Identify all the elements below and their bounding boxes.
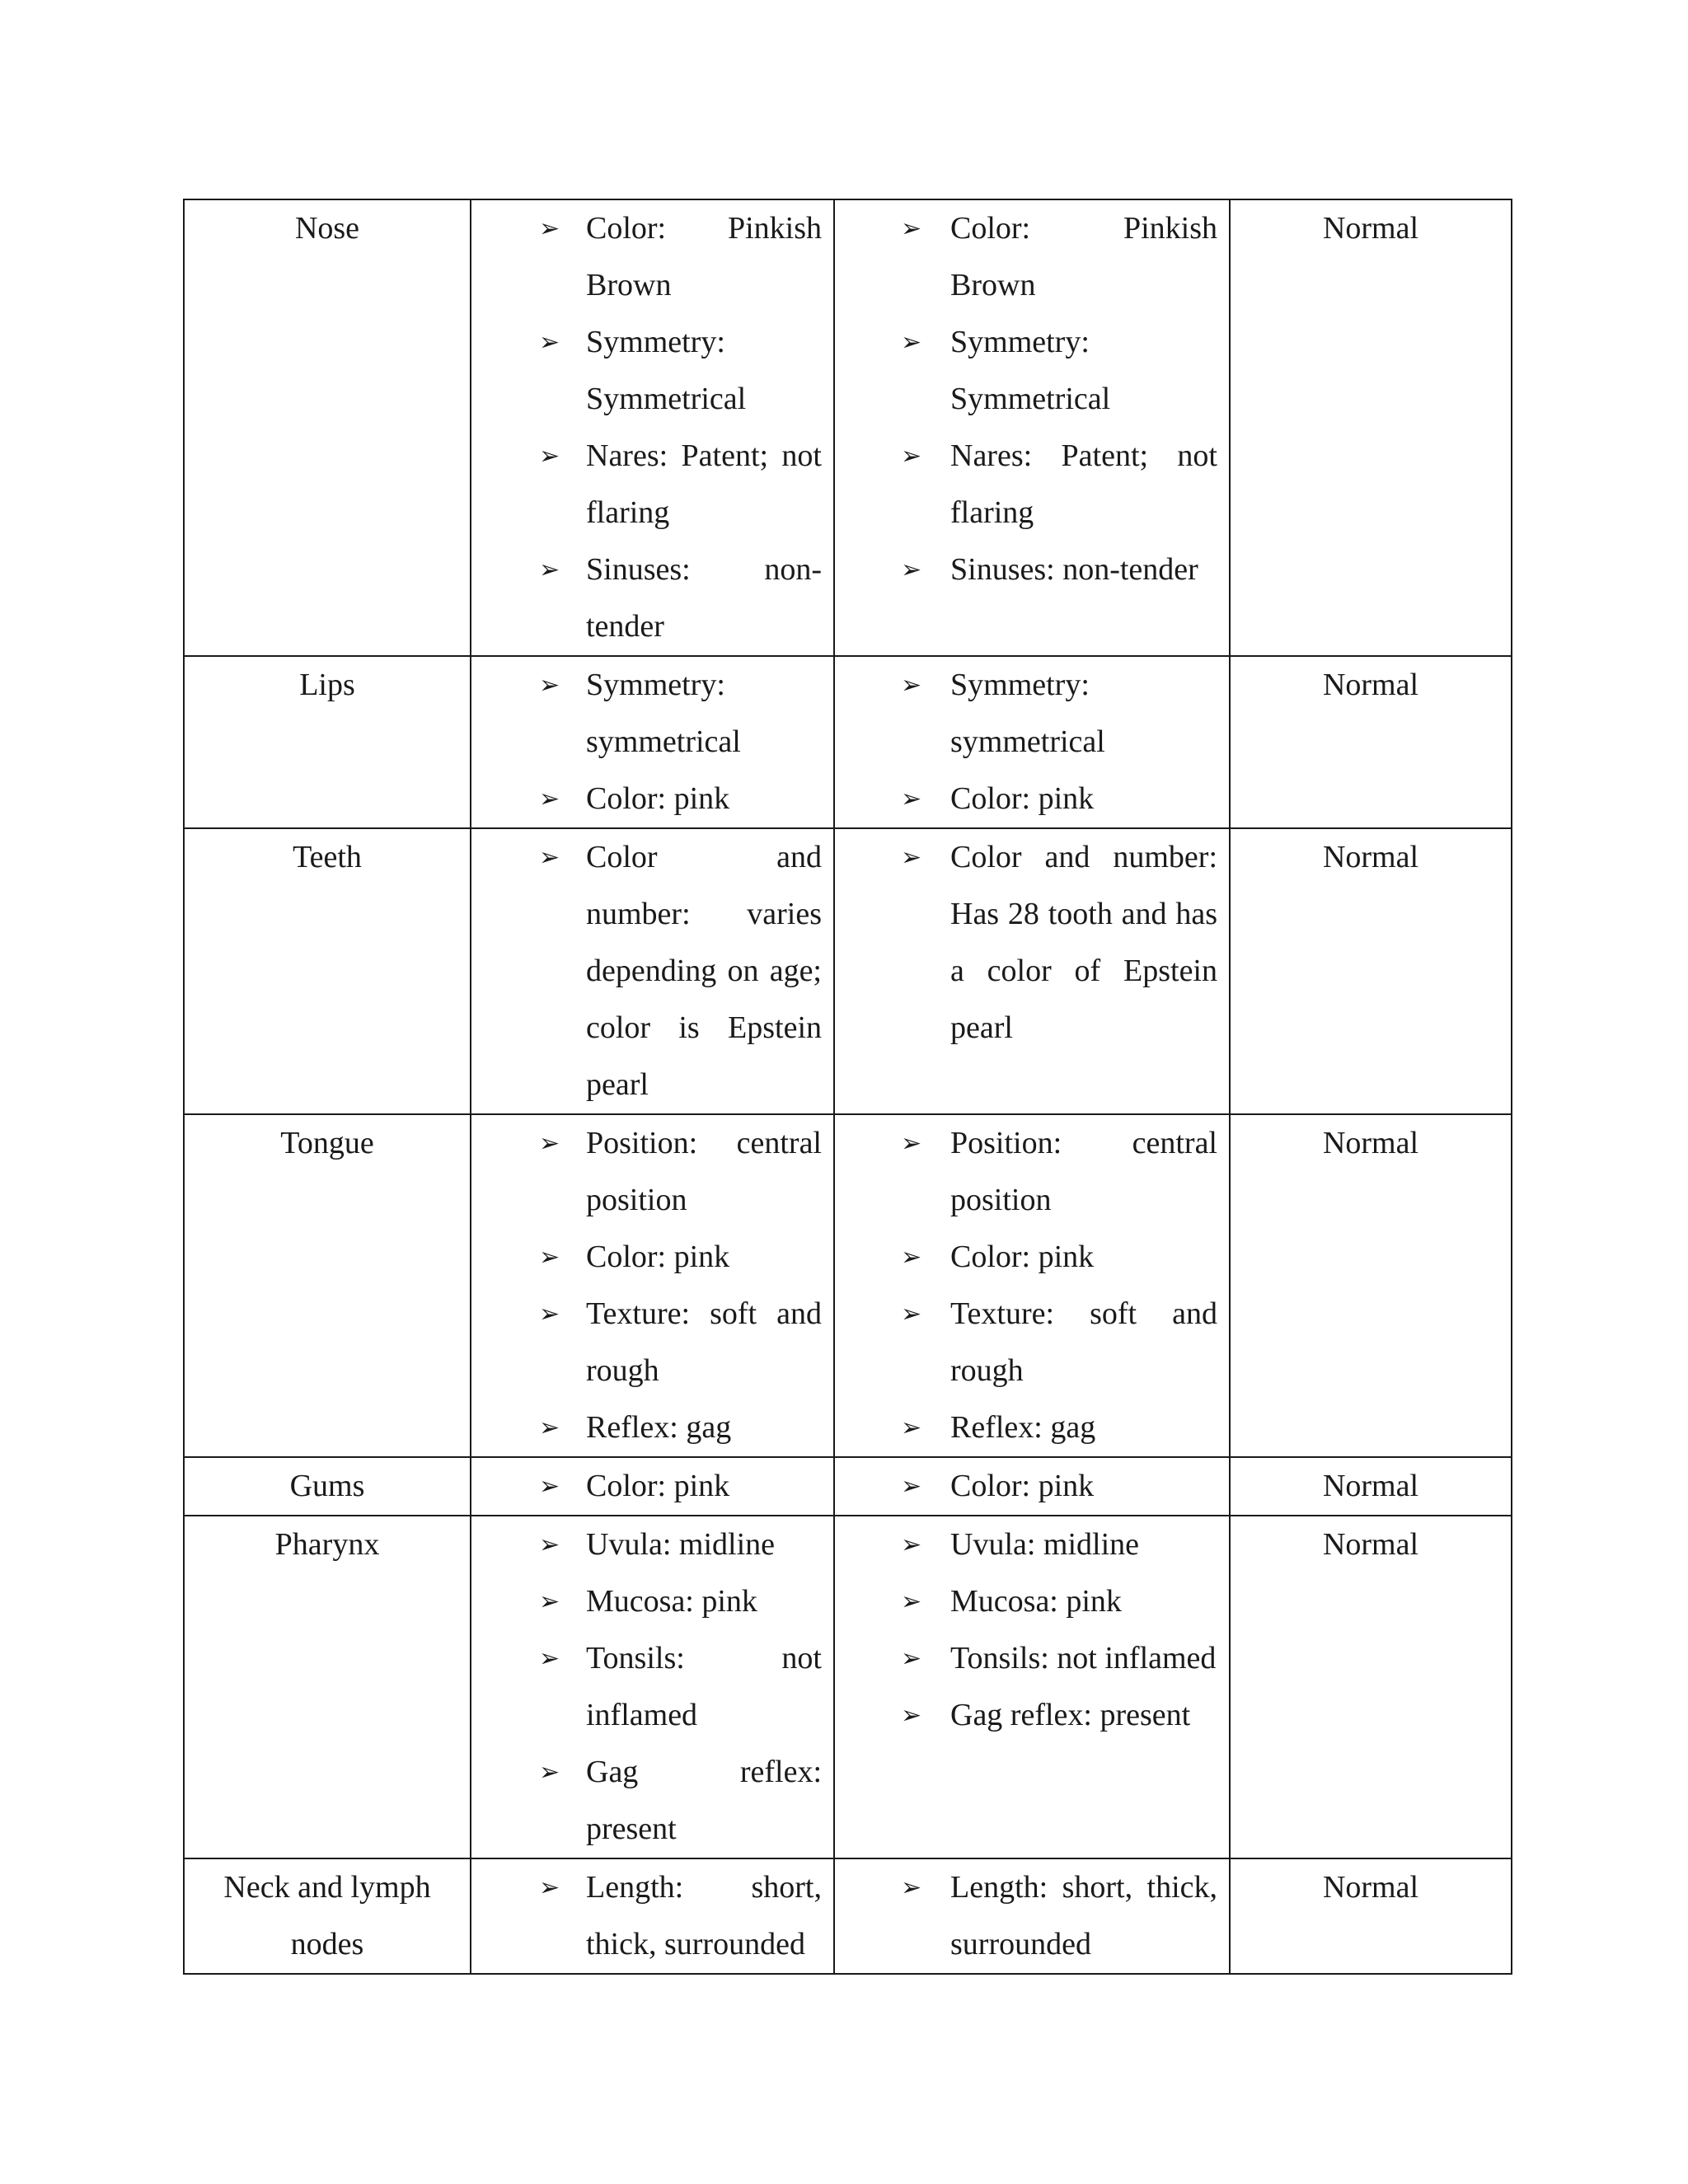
body-part-label: Tongue xyxy=(280,1126,374,1160)
interpretation-cell xyxy=(1230,656,1512,828)
list-item: ➢ Symmetry: symmetrical xyxy=(835,657,1217,771)
arrow-bullet-icon: ➢ xyxy=(539,1300,560,1329)
arrow-bullet-icon: ➢ xyxy=(901,1644,922,1673)
arrow-bullet-icon: ➢ xyxy=(901,1530,922,1559)
arrow-bullet-icon: ➢ xyxy=(539,1413,560,1442)
list-item: ➢ Sinuses: non-tender xyxy=(471,541,822,655)
body-part-cell xyxy=(184,656,471,828)
normal-findings-cell xyxy=(471,199,834,656)
list-item: ➢ Nares: Patent; not flaring xyxy=(835,428,1217,541)
table-row xyxy=(184,1114,1512,1457)
body-part-cell xyxy=(184,199,471,656)
normal-findings-list xyxy=(471,1859,833,1973)
arrow-bullet-icon: ➢ xyxy=(539,555,560,584)
arrow-bullet-icon: ➢ xyxy=(539,328,560,357)
normal-findings-cell xyxy=(471,656,834,828)
interpretation-label: Normal xyxy=(1322,840,1419,874)
list-item: ➢ Gag reflex: present xyxy=(835,1687,1217,1744)
interpretation-cell xyxy=(1230,828,1512,1114)
list-item: ➢ Position: central position xyxy=(835,1115,1217,1229)
arrow-bullet-icon: ➢ xyxy=(901,328,922,357)
normal-findings-list xyxy=(471,1458,833,1515)
arrow-bullet-icon: ➢ xyxy=(901,1300,922,1329)
interpretation-cell xyxy=(1230,1457,1512,1516)
interpretation-cell xyxy=(1230,1516,1512,1858)
list-item: ➢ Nares: Patent; not flaring xyxy=(471,428,822,541)
list-item: ➢ Gag reflex: present xyxy=(471,1744,822,1858)
table-row xyxy=(184,656,1512,828)
interpretation-label: Normal xyxy=(1322,1870,1419,1905)
list-item: ➢ Color: pink xyxy=(835,771,1217,827)
table-row xyxy=(184,199,1512,656)
interpretation-label: Normal xyxy=(1322,1126,1419,1160)
list-item: ➢ Color and number: Has 28 tooth and has a color of Epstein pearl xyxy=(835,829,1217,1057)
list-item: ➢ Color: pink xyxy=(835,1458,1217,1515)
actual-findings-cell xyxy=(834,1516,1230,1858)
body-part-cell xyxy=(184,1114,471,1457)
arrow-bullet-icon: ➢ xyxy=(539,1587,560,1616)
interpretation-cell xyxy=(1230,1114,1512,1457)
list-item: ➢ Color: Pinkish Brown xyxy=(835,200,1217,314)
list-item: ➢ Color: pink xyxy=(471,1458,822,1515)
arrow-bullet-icon: ➢ xyxy=(901,442,922,471)
list-item: ➢ Texture: soft and rough xyxy=(471,1286,822,1399)
normal-findings-cell xyxy=(471,1858,834,1974)
actual-findings-list xyxy=(835,1458,1229,1515)
arrow-bullet-icon: ➢ xyxy=(539,1530,560,1559)
body-part-cell xyxy=(184,828,471,1114)
body-part-label: Lips xyxy=(299,668,355,702)
list-item: ➢ Length: short, thick, surrounded xyxy=(471,1859,822,1973)
normal-findings-list xyxy=(471,657,833,827)
body-part-label: Nose xyxy=(294,211,360,246)
body-part-label: Gums xyxy=(289,1469,365,1503)
interpretation-label: Normal xyxy=(1322,1469,1419,1503)
actual-findings-cell xyxy=(834,199,1230,656)
arrow-bullet-icon: ➢ xyxy=(539,671,560,700)
body-part-label: Teeth xyxy=(293,840,362,874)
table-row xyxy=(184,1858,1512,1974)
arrow-bullet-icon: ➢ xyxy=(901,785,922,813)
arrow-bullet-icon: ➢ xyxy=(539,1243,560,1272)
normal-findings-list xyxy=(471,1115,833,1456)
table-row xyxy=(184,1516,1512,1858)
arrow-bullet-icon: ➢ xyxy=(901,1243,922,1272)
list-item: ➢ Reflex: gag xyxy=(471,1399,822,1456)
list-item: ➢ Color and number: varies depending on age; color is Epstein pearl xyxy=(471,829,822,1113)
list-item: ➢ Color: pink xyxy=(471,771,822,827)
list-item: ➢ Uvula: midline xyxy=(471,1516,822,1573)
normal-findings-list xyxy=(471,1516,833,1858)
body-part-cell xyxy=(184,1858,471,1974)
table-row xyxy=(184,828,1512,1114)
table-row xyxy=(184,1457,1512,1516)
arrow-bullet-icon: ➢ xyxy=(901,555,922,584)
actual-findings-cell xyxy=(834,656,1230,828)
arrow-bullet-icon: ➢ xyxy=(539,1472,560,1501)
normal-findings-cell xyxy=(471,1516,834,1858)
actual-findings-list xyxy=(835,1859,1229,1973)
arrow-bullet-icon: ➢ xyxy=(901,214,922,243)
arrow-bullet-icon: ➢ xyxy=(901,1129,922,1158)
list-item: ➢ Tonsils: not inflamed xyxy=(835,1630,1217,1687)
physical-exam-table xyxy=(183,199,1512,1975)
interpretation-cell xyxy=(1230,1858,1512,1974)
arrow-bullet-icon: ➢ xyxy=(539,1644,560,1673)
actual-findings-list xyxy=(835,657,1229,827)
arrow-bullet-icon: ➢ xyxy=(539,785,560,813)
body-part-cell xyxy=(184,1457,471,1516)
list-item: ➢ Color: pink xyxy=(835,1229,1217,1286)
arrow-bullet-icon: ➢ xyxy=(539,442,560,471)
arrow-bullet-icon: ➢ xyxy=(539,1873,560,1902)
interpretation-label: Normal xyxy=(1322,668,1419,702)
arrow-bullet-icon: ➢ xyxy=(539,1758,560,1787)
actual-findings-cell xyxy=(834,1114,1230,1457)
actual-findings-list xyxy=(835,1516,1229,1744)
list-item: ➢ Color: Pinkish Brown xyxy=(471,200,822,314)
body-part-label: Neck and lymph nodes xyxy=(223,1870,431,1961)
list-item: ➢ Sinuses: non-tender xyxy=(835,541,1217,598)
arrow-bullet-icon: ➢ xyxy=(901,843,922,872)
normal-findings-cell xyxy=(471,1457,834,1516)
actual-findings-cell xyxy=(834,1858,1230,1974)
list-item: ➢ Reflex: gag xyxy=(835,1399,1217,1456)
list-item: ➢ Color: pink xyxy=(471,1229,822,1286)
arrow-bullet-icon: ➢ xyxy=(539,843,560,872)
list-item: ➢ Uvula: midline xyxy=(835,1516,1217,1573)
interpretation-label: Normal xyxy=(1322,211,1419,246)
list-item: ➢ Mucosa: pink xyxy=(835,1573,1217,1630)
arrow-bullet-icon: ➢ xyxy=(539,1129,560,1158)
body-part-cell xyxy=(184,1516,471,1858)
body-part-label: Pharynx xyxy=(274,1527,380,1562)
list-item: ➢ Symmetry: Symmetrical xyxy=(471,314,822,428)
interpretation-label: Normal xyxy=(1322,1527,1419,1562)
list-item: ➢ Length: short, thick, surrounded xyxy=(835,1859,1217,1973)
actual-findings-list xyxy=(835,829,1229,1057)
arrow-bullet-icon: ➢ xyxy=(901,1701,922,1730)
arrow-bullet-icon: ➢ xyxy=(539,214,560,243)
normal-findings-list xyxy=(471,829,833,1113)
actual-findings-cell xyxy=(834,828,1230,1114)
arrow-bullet-icon: ➢ xyxy=(901,1472,922,1501)
normal-findings-cell xyxy=(471,828,834,1114)
actual-findings-list xyxy=(835,200,1229,598)
list-item: ➢ Symmetry: Symmetrical xyxy=(835,314,1217,428)
actual-findings-cell xyxy=(834,1457,1230,1516)
arrow-bullet-icon: ➢ xyxy=(901,1587,922,1616)
actual-findings-list xyxy=(835,1115,1229,1456)
normal-findings-list xyxy=(471,200,833,655)
arrow-bullet-icon: ➢ xyxy=(901,671,922,700)
list-item: ➢ Position: central position xyxy=(471,1115,822,1229)
list-item: ➢ Tonsils: not inflamed xyxy=(471,1630,822,1744)
interpretation-cell xyxy=(1230,199,1512,656)
list-item: ➢ Texture: soft and rough xyxy=(835,1286,1217,1399)
arrow-bullet-icon: ➢ xyxy=(901,1413,922,1442)
list-item: ➢ Symmetry: symmetrical xyxy=(471,657,822,771)
arrow-bullet-icon: ➢ xyxy=(901,1873,922,1902)
list-item: ➢ Mucosa: pink xyxy=(471,1573,822,1630)
normal-findings-cell xyxy=(471,1114,834,1457)
